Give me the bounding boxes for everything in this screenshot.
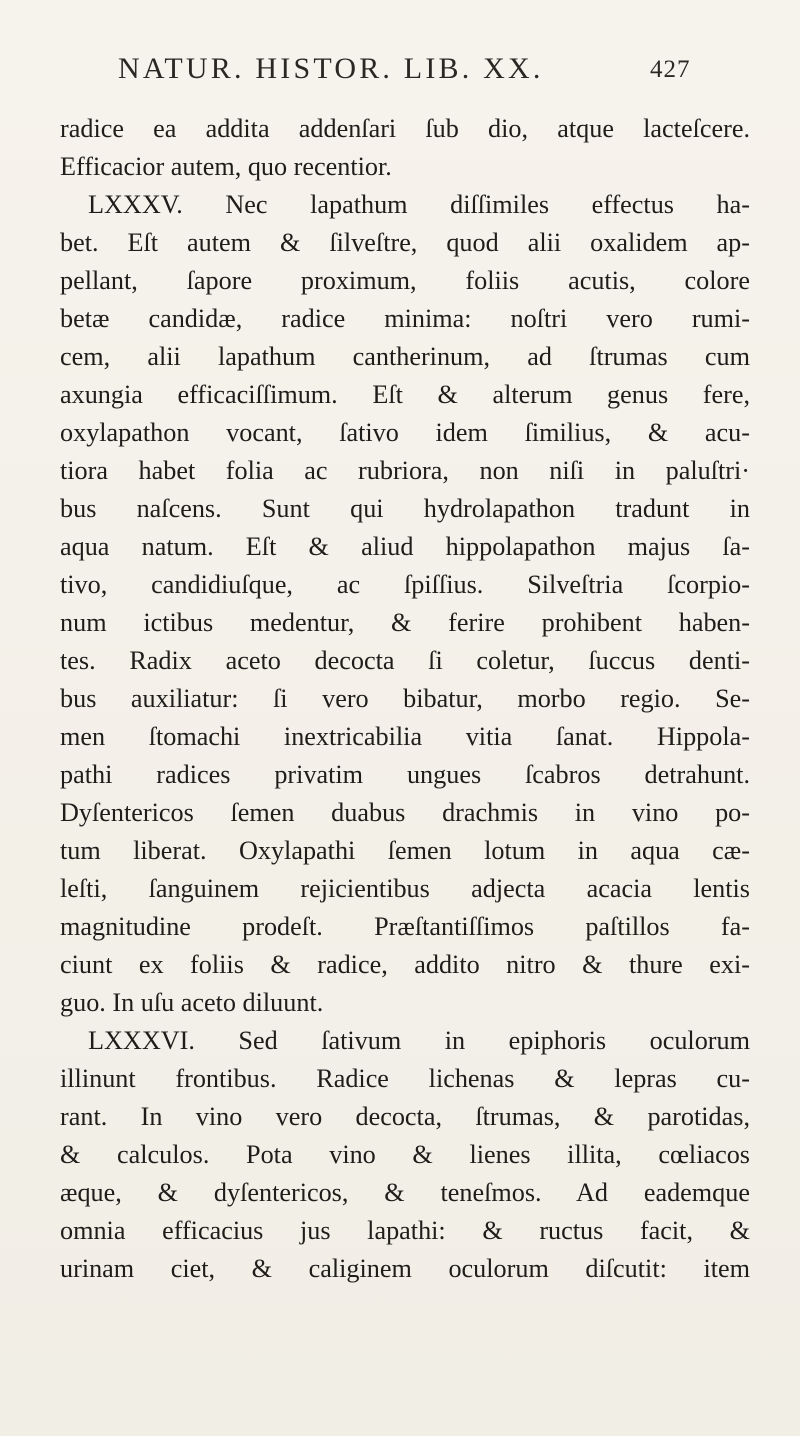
text-line: cem, alii lapathum cantherinum, ad ſtrumas cum <box>60 342 750 371</box>
text-line: bus naſcens. Sunt qui hydrolapathon tradunt in <box>60 494 750 523</box>
text-line: aqua natum. Eſt & aliud hippolapathon majus ſa- <box>60 532 750 561</box>
text-line: Efficacior autem, quo recentior. <box>60 152 392 181</box>
text-line: rant. In vino vero decocta, ſtrumas, & parotidas, <box>60 1102 750 1131</box>
text-line: bus auxiliatur: ſi vero bibatur, morbo regio. Se- <box>60 684 750 713</box>
text-line: num ictibus medentur, & ferire prohibent haben- <box>60 608 750 637</box>
text-line: oxylapathon vocant, ſativo idem ſimilius, & acu- <box>60 418 750 447</box>
text-line: betæ candidæ, radice minima: noſtri vero rumi- <box>60 304 750 333</box>
text-line: tivo, candidiuſque, ac ſpiſſius. Silveſtria ſcorpio- <box>60 570 750 599</box>
text-line: tes. Radix aceto decocta ſi coletur, ſuccus denti- <box>60 646 750 675</box>
text-line: tiora habet folia ac rubriora, non niſi in paluſtri· <box>60 456 750 485</box>
section-heading-line: LXXXV. Nec lapathum diſſimiles effectus ha- <box>88 190 750 219</box>
running-head: NATUR. HISTOR. LIB. XX. <box>118 52 544 85</box>
text-line: leſti, ſanguinem rejicientibus adjecta acacia lentis <box>60 874 750 903</box>
text-line: guo. In uſu aceto diluunt. <box>60 988 324 1017</box>
text-line: tum liberat. Oxylapathi ſemen lotum in aqua cæ- <box>60 836 750 865</box>
text-line: men ſtomachi inextricabilia vitia ſanat. Hippola- <box>60 722 750 751</box>
text-line: magnitudine prodeſt. Præſtantiſſimos paſtillos fa- <box>60 912 750 941</box>
text-line: pathi radices privatim ungues ſcabros detrahunt. <box>60 760 750 789</box>
text-line: Dyſentericos ſemen duabus drachmis in vino po- <box>60 798 750 827</box>
text-line: bet. Eſt autem & ſilveſtre, quod alii oxalidem ap- <box>60 228 750 257</box>
text-line: æque, & dyſentericos, & teneſmos. Ad eademque <box>60 1178 750 1207</box>
page-number: 427 <box>650 56 691 83</box>
text-line: axungia efficaciſſimum. Eſt & alterum genus fere, <box>60 380 750 409</box>
text-line: omnia efficacius jus lapathi: & ructus facit, & <box>60 1216 750 1245</box>
page-header <box>0 52 800 96</box>
text-line: & calculos. Pota vino & lienes illita, cœliacos <box>60 1140 750 1169</box>
text-line: ciunt ex foliis & radice, addito nitro & thure exi- <box>60 950 750 979</box>
text-line: radice ea addita addenſari ſub dio, atque lacteſcere. <box>60 114 750 143</box>
text-line: urinam ciet, & caliginem oculorum diſcutit: item <box>60 1254 750 1283</box>
section-heading-line: LXXXVI. Sed ſativum in epiphoris oculorum <box>88 1026 750 1055</box>
text-line: illinunt frontibus. Radice lichenas & lepras cu- <box>60 1064 750 1093</box>
text-line: pellant, ſapore proximum, foliis acutis, colore <box>60 266 750 295</box>
